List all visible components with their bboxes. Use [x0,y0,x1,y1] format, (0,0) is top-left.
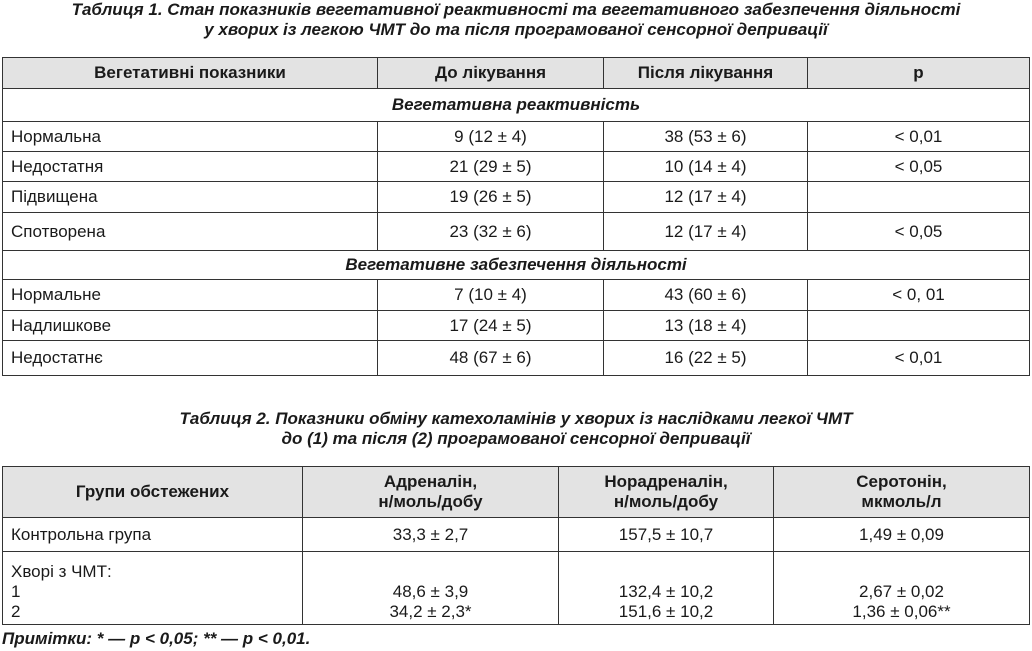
row-p [808,182,1030,213]
section-title: Вегетативне забезпечення діяльності [3,251,1030,280]
row-label: Надлишкове [3,311,378,341]
control-adrenaline: 33,3 ± 2,7 [303,518,559,552]
control-noradrenaline: 157,5 ± 10,7 [559,518,774,552]
header-serotonin-unit: мкмоль/л [861,492,942,511]
patients-serotonin-2: 1,36 ± 0,06** [852,602,951,621]
row-label: Нормальна [3,122,378,152]
header-p: p [808,58,1030,89]
header-adrenaline-name: Адреналін, [383,472,478,491]
table-row [3,213,1030,251]
patients-sub2: 2 [11,602,21,621]
table1-caption-line1: Таблиця 1. Стан показників вегетативної реактивності та вегетативного забезпечення діяльності [71,0,961,19]
control-serotonin: 1,49 ± 0,09 [774,518,1030,552]
control-label: Контрольна група [3,518,303,552]
header-adrenaline [303,467,559,518]
table-row [3,311,1030,341]
row-label: Нормальне [3,280,378,311]
table-row [3,182,1030,213]
row-p: < 0,01 [808,122,1030,152]
row-before: 9 (12 ± 4) [378,122,604,152]
row-before: 7 (10 ± 4) [378,280,604,311]
footnotes: Примітки: * — p < 0,05; ** — p < 0,01. [2,629,311,648]
row-after: 38 (53 ± 6) [604,122,808,152]
patients-serotonin-1: 2,67 ± 0,02 [859,582,944,601]
patients-sub1: 1 [11,582,21,601]
header-noradrenaline-unit: н/моль/добу [613,492,719,511]
header-indicators: Вегетативні показники [3,58,378,89]
row-after: 43 (60 ± 6) [604,280,808,311]
table2-caption [0,409,1032,449]
table-row [3,280,1030,311]
table1-header-row [3,58,1030,89]
row-label: Спотворена [3,213,378,251]
header-serotonin-name: Серотонін, [856,472,947,491]
table2-caption-line1: Таблиця 2. Показники обміну катехоламінів у хворих із наслідками легкої ЧМТ [179,409,853,428]
row-before: 21 (29 ± 5) [378,152,604,182]
row-after: 10 (14 ± 4) [604,152,808,182]
header-before: До лікування [378,58,604,89]
row-after: 13 (18 ± 4) [604,311,808,341]
row-p: < 0,01 [808,341,1030,376]
patients-noradrenaline-1: 132,4 ± 10,2 [618,582,714,601]
row-p: < 0, 01 [808,280,1030,311]
table1-caption [0,0,1032,40]
row-p [808,311,1030,341]
table2-header-row [3,467,1030,518]
table2-caption-line2: до (1) та після (2) програмованої сенсорної депривації [281,429,751,448]
patients-serotonin-cell [774,552,1030,625]
patients-adrenaline-1: 48,6 ± 3,9 [392,582,469,601]
header-noradrenaline-name: Норадреналін, [604,472,728,491]
patients-noradrenaline-2: 151,6 ± 10,2 [618,602,714,621]
patients-adrenaline-2: 34,2 ± 2,3* [389,602,472,621]
header-noradrenaline [559,467,774,518]
header-after: Після лікування [604,58,808,89]
section-row [3,89,1030,122]
table-row [3,518,1030,552]
patients-label: Хворі з ЧМТ: [11,562,112,581]
table2 [2,466,1030,625]
patients-noradrenaline-cell [559,552,774,625]
section-row [3,251,1030,280]
row-p: < 0,05 [808,152,1030,182]
header-groups: Групи обстежених [3,467,303,518]
row-after: 12 (17 ± 4) [604,213,808,251]
row-after: 16 (22 ± 5) [604,341,808,376]
table-row [3,341,1030,376]
header-serotonin [774,467,1030,518]
section-title: Вегетативна реактивність [3,89,1030,122]
header-adrenaline-unit: н/моль/добу [378,492,483,511]
patients-adrenaline-cell [303,552,559,625]
row-label: Недостатня [3,152,378,182]
row-before: 17 (24 ± 5) [378,311,604,341]
row-label: Підвищена [3,182,378,213]
table-row [3,152,1030,182]
table1 [2,57,1030,376]
table-row [3,122,1030,152]
row-p: < 0,05 [808,213,1030,251]
patients-label-cell [3,552,303,625]
row-label: Недостатнє [3,341,378,376]
row-before: 48 (67 ± 6) [378,341,604,376]
table1-caption-line2: у хворих із легкою ЧМТ до та після програмованої сенсорної депривації [204,20,828,39]
row-before: 23 (32 ± 6) [378,213,604,251]
row-before: 19 (26 ± 5) [378,182,604,213]
table-row [3,552,1030,625]
row-after: 12 (17 ± 4) [604,182,808,213]
